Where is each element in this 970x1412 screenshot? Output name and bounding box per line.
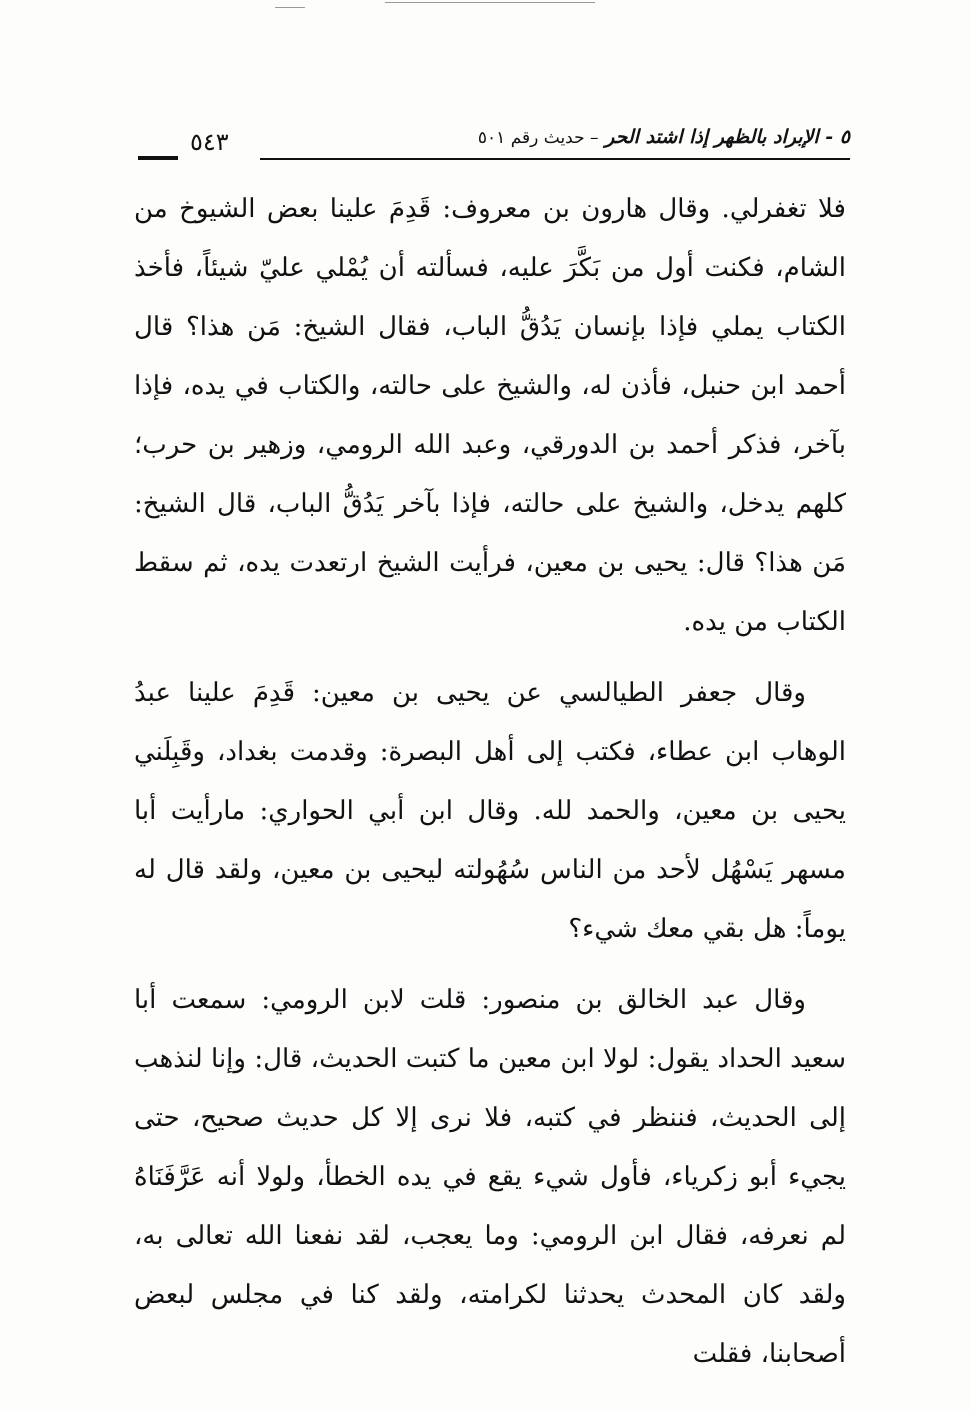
page-number: ٥٤٣ <box>190 128 229 156</box>
chapter-title: ٥ - الإبراد بالظهر إذا اشتد الحر <box>605 126 850 148</box>
paragraph-2: وقال جعفر الطيالسي عن يحيى بن معين: قَدِمَ علينا عبدُ الوهاب ابن عطاء، فكتب إلى أهل البصرة: وقدمت بغداد، وقَبِلَني يحيى بن معين، والحمد لله. وقال ابن أبي الحواري: مارأيت أبا مسهر يَسْهُل لأحد من الناس سُهُولته ليحيى بن معين، ولقد قال له يوماً: هل بقي معك شيء؟ <box>134 678 846 944</box>
hadith-reference: – حديث رقم ٥٠١ <box>477 128 599 148</box>
body-text <box>134 180 846 1384</box>
page-number-dash <box>138 156 178 160</box>
header-rule <box>260 158 850 160</box>
running-header <box>138 118 850 168</box>
scan-edge-marks <box>275 2 595 10</box>
running-title <box>478 126 850 148</box>
paragraph-1: فلا تغفرلي. وقال هارون بن معروف: قَدِمَ علينا بعض الشيوخ من الشام، فكنت أول من بَكَّرَ عليه، فسألته أن يُمْلي عليّ شيئاً، فأخذ الكتاب يملي فإذا بإنسان يَدُقُّ الباب، فقال الشيخ: مَن هذا؟ قال أحمد ابن حنبل، فأذن له، والشيخ على حالته، والكتاب في يده، فإذا بآخر، فذكر أحمد بن الدورقي، وعبد الله الرومي، وزهير بن حرب؛ كلهم يدخل، والشيخ على حالته، فإذا بآخر يَدُقُّ الباب، قال الشيخ: مَن هذا؟ قال: يحيى بن معين، فرأيت الشيخ ارتعدت يده، ثم سقط الكتاب من يده. <box>134 194 847 637</box>
scan-line-long <box>385 2 595 3</box>
paragraph-3: وقال عبد الخالق بن منصور: قلت لابن الرومي: سمعت أبا سعيد الحداد يقول: لولا ابن معين ما كتبت الحديث، قال: وإنا لنذهب إلى الحديث، فننظر في كتبه، فلا نرى إلا كل حديث صحيح، حتى يجيء أبو زكرياء، فأول شيء يقع في يده الخطأ، ولولا أنه عَرَّفَنَاهُ لم نعرفه، فقال ابن الرومي: وما يعجب، لقد نفعنا الله تعالى به، ولقد كان المحدث يحدثنا لكرامته، ولقد كنا في مجلس لبعض أصحابنا، فقلت <box>134 985 846 1369</box>
scan-line-short <box>275 7 305 8</box>
